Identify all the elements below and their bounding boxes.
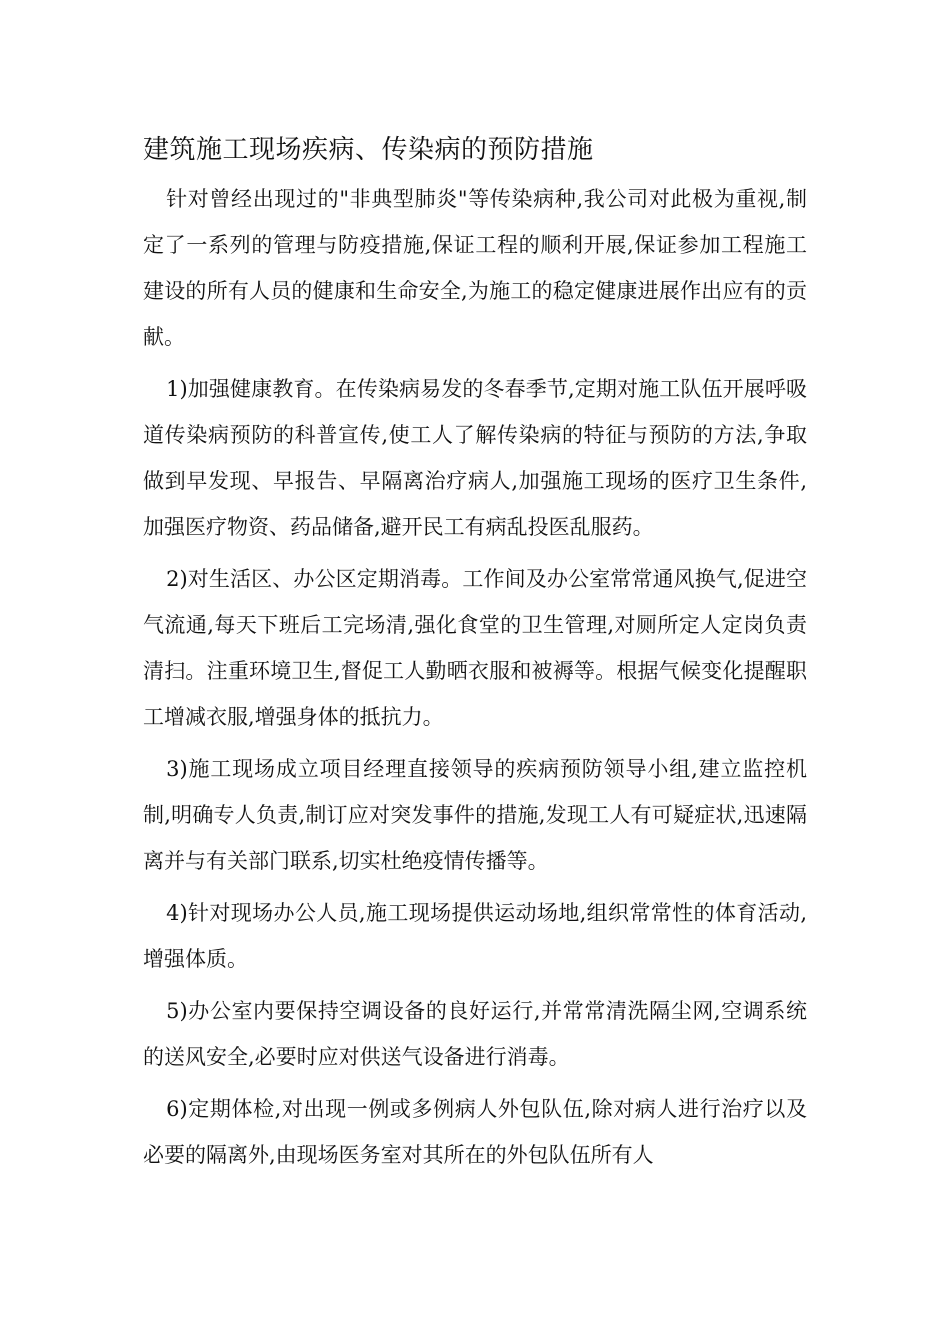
paragraph-intro: 针对曾经出现过的"非典型肺炎"等传染病种,我公司对此极为重视,制定了一系列的管理与防疫措施,保证工程的顺利开展,保证参加工程施工建设的所有人员的健康和生命安全,为施工的稳定健康进展作出应有的贡献。: [143, 187, 807, 349]
paragraph-item-3: 3)施工现场成立项目经理直接领导的疾病预防领导小组,建立监控机制,明确专人负责,制订应对突发事件的措施,发现工人有可疑症状,迅速隔离并与有关部门联系,切实杜绝疫情传播等。: [143, 757, 807, 873]
paragraph-item-1: 1)加强健康教育。在传染病易发的冬春季节,定期对施工队伍开展呼吸道传染病预防的科普宣传,使工人了解传染病的特征与预防的方法,争取做到早发现、早报告、早隔离治疗病人,加强施工现场的医疗卫生条件,加强医疗物资、药品储备,避开民工有病乱投医乱服药。: [143, 377, 807, 539]
document-title: 建筑施工现场疾病、传染病的预防措施: [143, 135, 594, 165]
document-body: [143, 128, 807, 1184]
paragraph-item-6: 6)定期体检,对出现一例或多例病人外包队伍,除对病人进行治疗以及必要的隔离外,由现场医务室对其所在的外包队伍所有人: [143, 1097, 807, 1167]
paragraph-item-2: 2)对生活区、办公区定期消毒。工作间及办公室常常通风换气,促进空气流通,每天下班后工完场清,强化食堂的卫生管理,对厕所定人定岗负责清扫。注重环境卫生,督促工人勤晒衣服和被褥等。根据气候变化提醒职工增减衣服,增强身体的抵抗力。: [143, 567, 807, 729]
paragraph-item-5: 5)办公室内要保持空调设备的良好运行,并常常清洗隔尘网,空调系统的送风安全,必要时应对供送气设备进行消毒。: [143, 999, 807, 1069]
paragraph-item-4: 4)针对现场办公人员,施工现场提供运动场地,组织常常性的体育活动,增强体质。: [143, 901, 807, 971]
